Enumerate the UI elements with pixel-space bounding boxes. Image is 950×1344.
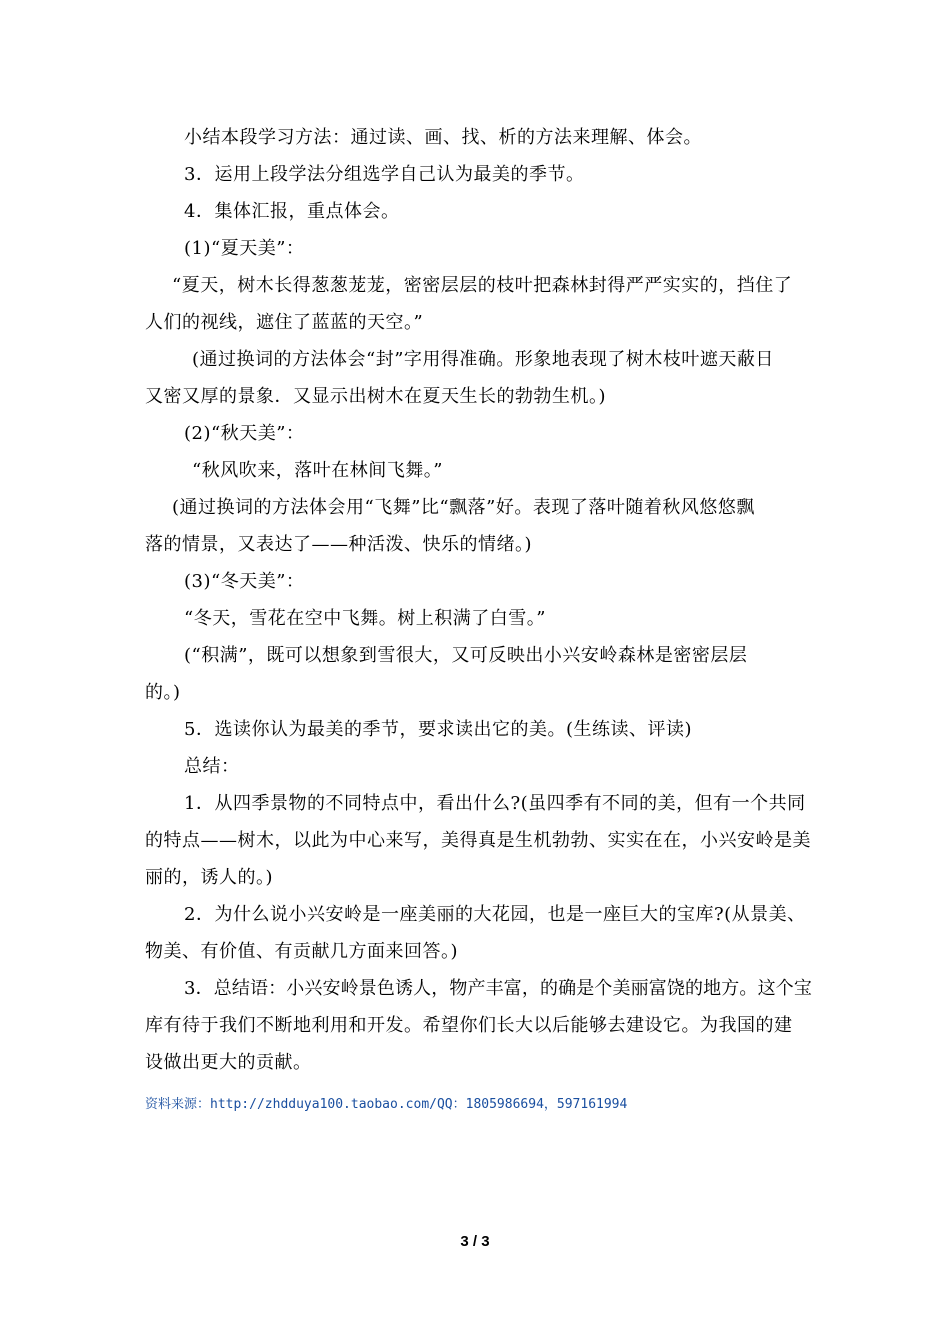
page-number: 3 / 3	[460, 1233, 490, 1250]
text-line-18: 总结：	[184, 756, 240, 777]
text-line-5: “夏天，树木长得葱葱茏茏，密密层层的枝叶把森林封得严严实实的，挡住了	[172, 275, 793, 296]
text-line-23: 物美、有价值、有贡献几方面来回答。)	[145, 941, 459, 962]
text-line-14: “冬天，雪花在空中飞舞。树上积满了白雪。”	[184, 608, 546, 629]
text-line-19: 1．从四季景物的不同特点中，看出什么?(虽四季有不同的美，但有一个共同	[184, 793, 806, 814]
text-line-9: (2)“秋天美”：	[184, 423, 305, 444]
text-line-17: 5．选读你认为最美的季节，要求读出它的美。(生练读、评读)	[184, 719, 692, 740]
text-line-6: 人们的视线，遮住了蓝蓝的天空。”	[145, 312, 424, 333]
text-line-24: 3．总结语：小兴安岭景色诱人，物产丰富，的确是个美丽富饶的地方。这个宝	[184, 978, 812, 999]
text-line-25: 库有待于我们不断地利用和开发。希望你们长大以后能够去建设它。为我国的建	[145, 1015, 793, 1036]
text-line-22: 2．为什么说小兴安岭是一座美丽的大花园，也是一座巨大的宝库?(从景美、	[184, 904, 806, 925]
text-line-10: “秋风吹来，落叶在林间飞舞。”	[192, 460, 443, 481]
text-line-1: 小结本段学习方法：通过读、画、找、析的方法来理解、体会。	[184, 127, 702, 148]
text-line-20: 的特点——树木，以此为中心来写，美得真是生机勃勃、实实在在，小兴安岭是美	[145, 830, 811, 851]
text-line-7: (通过换词的方法体会“封”字用得准确。形象地表现了树木枝叶遮天蔽日	[192, 349, 774, 370]
text-line-15: (“积满”，既可以想象到雪很大，又可反映出小兴安岭森林是密密层层	[184, 645, 748, 666]
text-line-26: 设做出更大的贡献。	[145, 1052, 312, 1073]
source-footnote: 资料来源：http://zhdduya100.taobao.com/QQ：1805986694，597161994	[145, 1097, 628, 1112]
text-line-13: (3)“冬天美”：	[184, 571, 305, 592]
text-line-16: 的。)	[145, 682, 181, 703]
text-line-11: (通过换词的方法体会用“飞舞”比“飘落”好。表现了落叶随着秋风悠悠飘	[172, 497, 755, 518]
text-line-2: 3．运用上段学法分组选学自己认为最美的季节。	[184, 164, 585, 185]
text-line-12: 落的情景，又表达了——种活泼、快乐的情绪。)	[145, 534, 533, 555]
text-line-3: 4．集体汇报，重点体会。	[184, 201, 400, 222]
text-line-4: (1)“夏天美”：	[184, 238, 305, 259]
text-line-21: 丽的，诱人的。)	[145, 867, 274, 888]
text-line-8: 又密又厚的景象．又显示出树木在夏天生长的勃勃生机。)	[145, 386, 607, 407]
